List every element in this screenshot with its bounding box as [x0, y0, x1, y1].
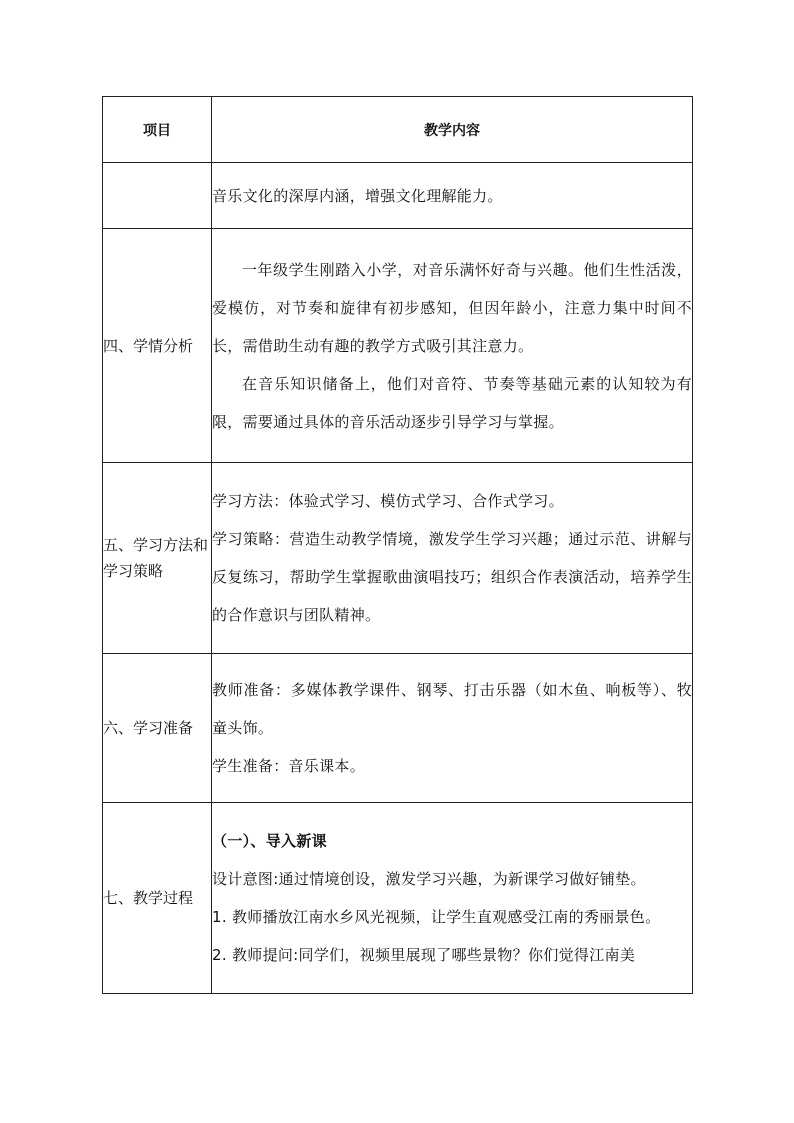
row-label: 四、学情分析: [103, 229, 212, 463]
content-paragraph: 1. 教师播放江南水乡风光视频，让学生直观感受江南的秀丽景色。: [212, 908, 661, 926]
table-header-row: [103, 97, 693, 163]
table-row: [103, 654, 693, 803]
row-content: [212, 229, 693, 463]
table-row: [103, 163, 693, 229]
table-row: [103, 229, 693, 463]
row-label: 五、学习方法和学习策略: [103, 463, 212, 654]
content-paragraph: 2. 教师提问:同学们，视频里展现了哪些景物？你们觉得江南美: [212, 946, 636, 964]
section-heading: （一）、导入新课: [212, 832, 327, 850]
row-label: [103, 163, 212, 229]
content-paragraph: 设计意图:通过情境创设，激发学习兴趣，为新课学习做好铺垫。: [212, 870, 646, 888]
table-row: [103, 803, 693, 994]
header-item: 项目: [103, 97, 212, 163]
row-content: [212, 803, 693, 994]
row-label: 七、教学过程: [103, 803, 212, 994]
table-row: [103, 463, 693, 654]
row-content: [212, 463, 693, 654]
content-paragraph: 音乐文化的深厚内涵，增强文化理解能力。: [212, 186, 503, 205]
row-content: [212, 654, 693, 803]
row-label: 六、学习准备: [103, 654, 212, 803]
content-paragraph: 学习策略：营造生动教学情境，激发学生学习兴趣；通过示范、讲解与反复练习，帮助学生掌握歌曲演唱技巧；组织合作表演活动，培养学生的合作意识与团队精神。: [212, 530, 692, 624]
content-paragraph: 一年级学生刚踏入小学，对音乐满怀好奇与兴趣。他们生性活泼，爱模仿，对节奏和旋律有初步感知，但因年龄小，注意力集中时间不长，需借助生动有趣的教学方式吸引其注意力。: [212, 260, 692, 355]
row-content: [212, 163, 693, 229]
content-paragraph: 教师准备：多媒体教学课件、钢琴、打击乐器（如木鱼、响板等）、牧童头饰。: [212, 681, 692, 737]
content-paragraph: 在音乐知识储备上，他们对音符、节奏等基础元素的认知较为有限，需要通过具体的音乐活动逐步引导学习与掌握。: [212, 374, 692, 431]
lesson-plan-table: [102, 96, 693, 994]
content-paragraph: 学习方法：体验式学习、模仿式学习、合作式学习。: [212, 492, 564, 510]
content-paragraph: 学生准备：音乐课本。: [212, 757, 366, 775]
header-content: 教学内容: [212, 97, 693, 163]
